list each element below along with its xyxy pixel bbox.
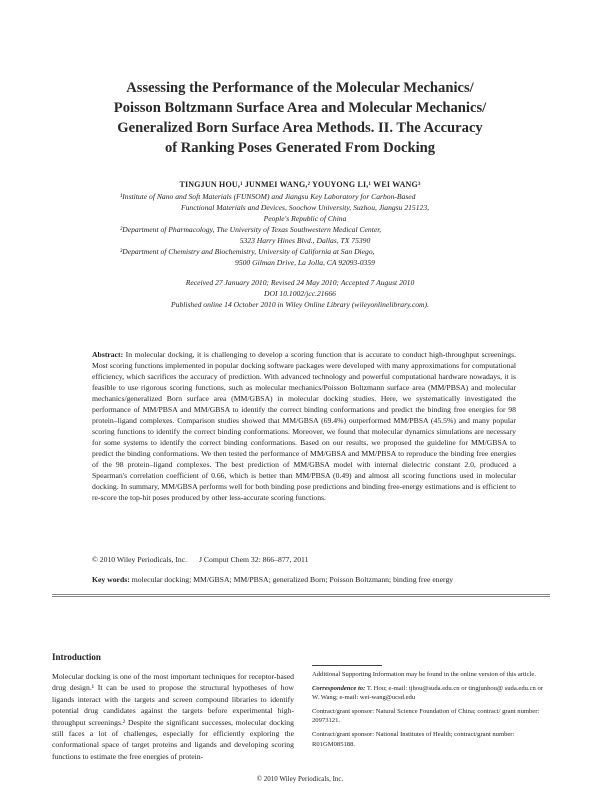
- grant-note: Contract/grant sponsor: Natural Science Foundation of China; contract/ grant number: 20973121.: [312, 707, 540, 725]
- published-online: Published online 14 October 2010 in Wiley Online Library (wileyonlinelibrary.com).: [171, 300, 429, 309]
- citation: J Comput Chem 32: 866–877, 2011: [198, 555, 309, 564]
- correspondence-text: T. Hou; e-mail: tjhou@suda.edu.cn or tingjunhou@ suda.edu.cn or W. Wang; e-mail: wei-wang@ucsd.edu: [312, 684, 543, 702]
- title-line: Generalized Born Surface Area Methods. II. The Accuracy: [117, 120, 483, 136]
- section-divider: [52, 596, 550, 597]
- footnote-divider: [312, 665, 382, 666]
- title-line: of Ranking Poses Generated From Docking: [164, 140, 436, 156]
- intro-heading: Introduction: [52, 652, 101, 662]
- page-footer: © 2010 Wiley Periodicals, Inc.: [256, 775, 344, 783]
- affiliation-line: ³Department of Chemistry and Biochemistry, University of California at San Diego,: [120, 247, 375, 256]
- grant-note: Contract/grant sponsor: National Institutes of Health; contract/grant number: R01GM085188.: [312, 730, 515, 748]
- keywords-label: Key words:: [92, 575, 130, 584]
- title-line: Assessing the Performance of the Molecular Mechanics/: [126, 80, 474, 96]
- title-line: Poisson Boltzmann Surface Area and Molecular Mechanics/: [113, 100, 487, 116]
- affiliation-line: Functional Materials and Devices, Soochow University, Suzhou, Jiangsu 215123,: [180, 203, 430, 212]
- author-list: TINGJUN HOU,¹ JUNMEI WANG,² YOUYONG LI,¹ WEI WANG³: [179, 180, 421, 189]
- intro-text: Molecular docking is one of the most important techniques for receptor-based drug design.¹ It can be used to propose the structural hypotheses of how ligands interact with the targets and screen compound libraries to identify potential drug candidates against the targets before experimental high-throughput screenings.² Despite the significant successes, molecular docking still faces a lot of challenges, especially for efficiently exploring the conformational space of target proteins and ligands and developing scoring functions to estimate the free energies of protein-: [52, 672, 294, 761]
- keywords: [92, 575, 516, 584]
- abstract: [92, 349, 516, 503]
- copyright-line: [92, 555, 516, 564]
- abstract-label: Abstract:: [92, 350, 124, 359]
- copyright: © 2010 Wiley Periodicals, Inc.: [92, 555, 188, 564]
- affiliation-line: ¹Institute of Nano and Soft Materials (FUNSOM) and Jiangsu Key Laboratory for Carbon-Based: [120, 192, 416, 201]
- publication-dates: [0, 277, 600, 310]
- footnotes: [312, 670, 550, 753]
- keywords-text: molecular docking; MM/GBSA; MM/PBSA; generalized Born; Poisson Boltzmann; binding free energy: [131, 575, 454, 584]
- abstract-text: In molecular docking, it is challenging to develop a scoring function that is accurate to conduct high-throughput screenings. Most scoring functions implemented in popular docking software packages were developed with many approximations for computational efficiency, which sacrifices the accuracy of prediction. With advanced technology and powerful computational hardware nowadays, it is feasible to use rigorous scoring functions, such as molecular mechanics/Poisson Boltzmann surface area (MM/PBSA) and molecular mechanics/generalized Born surface area (MM/GBSA) in molecular docking studies. Here, we systematically investigated the performance of MM/PBSA and MM/GBSA to identify the correct binding conformations and predict the binding free energies for 98 protein–ligand complexes. Comparison studies showed that MM/GBSA (69.4%) outperformed MM/PBSA (45.5%) and many popular scoring functions to identify the correct binding conformations. Moreover, we found that molecular dynamics simulations are necessary for some systems to identify the correct binding conformations. Based on our results, we proposed the guideline for MM/GBSA to predict the binding conformations. We then tested the performance of MM/GBSA and MM/PBSA to reproduce the binding free energies of the 98 protein–ligand complexes. The best prediction of MM/GBSA model with internal dielectric constant 2.0, produced a Spearman's correlation coefficient of 0.66, which is better than MM/PBSA (0.49) and almost all scoring functions used in molecular docking. In summary, MM/GBSA performs well for both binding pose predictions and binding free-energy estimations and is efficient to re-score the top-hit poses produced by other less-accurate scoring functions.: [92, 350, 517, 502]
- correspondence-note: [312, 684, 550, 703]
- affiliation-line: ²Department of Pharmacology, The University of Texas Southwestern Medical Center,: [120, 225, 382, 234]
- correspondence-label: Correspondence to:: [312, 684, 366, 692]
- doi[interactable]: DOI 10.1002/jcc.21666: [264, 289, 336, 298]
- affiliation-line: People's Republic of China: [263, 214, 347, 223]
- paper-title: [60, 78, 540, 158]
- received-dates: Received 27 January 2010; Revised 24 May 2010; Accepted 7 August 2010: [185, 278, 415, 287]
- affiliation-line: 9500 Gilman Drive, La Jolla, CA 92093-0359: [235, 258, 375, 267]
- affiliation-line: 5323 Harry Hines Blvd., Dallas, TX 75390: [239, 236, 371, 245]
- affiliations: [120, 191, 490, 268]
- section-divider: [52, 594, 550, 595]
- supporting-info-note: Additional Supporting Information may be found in the online version of this article.: [312, 671, 536, 678]
